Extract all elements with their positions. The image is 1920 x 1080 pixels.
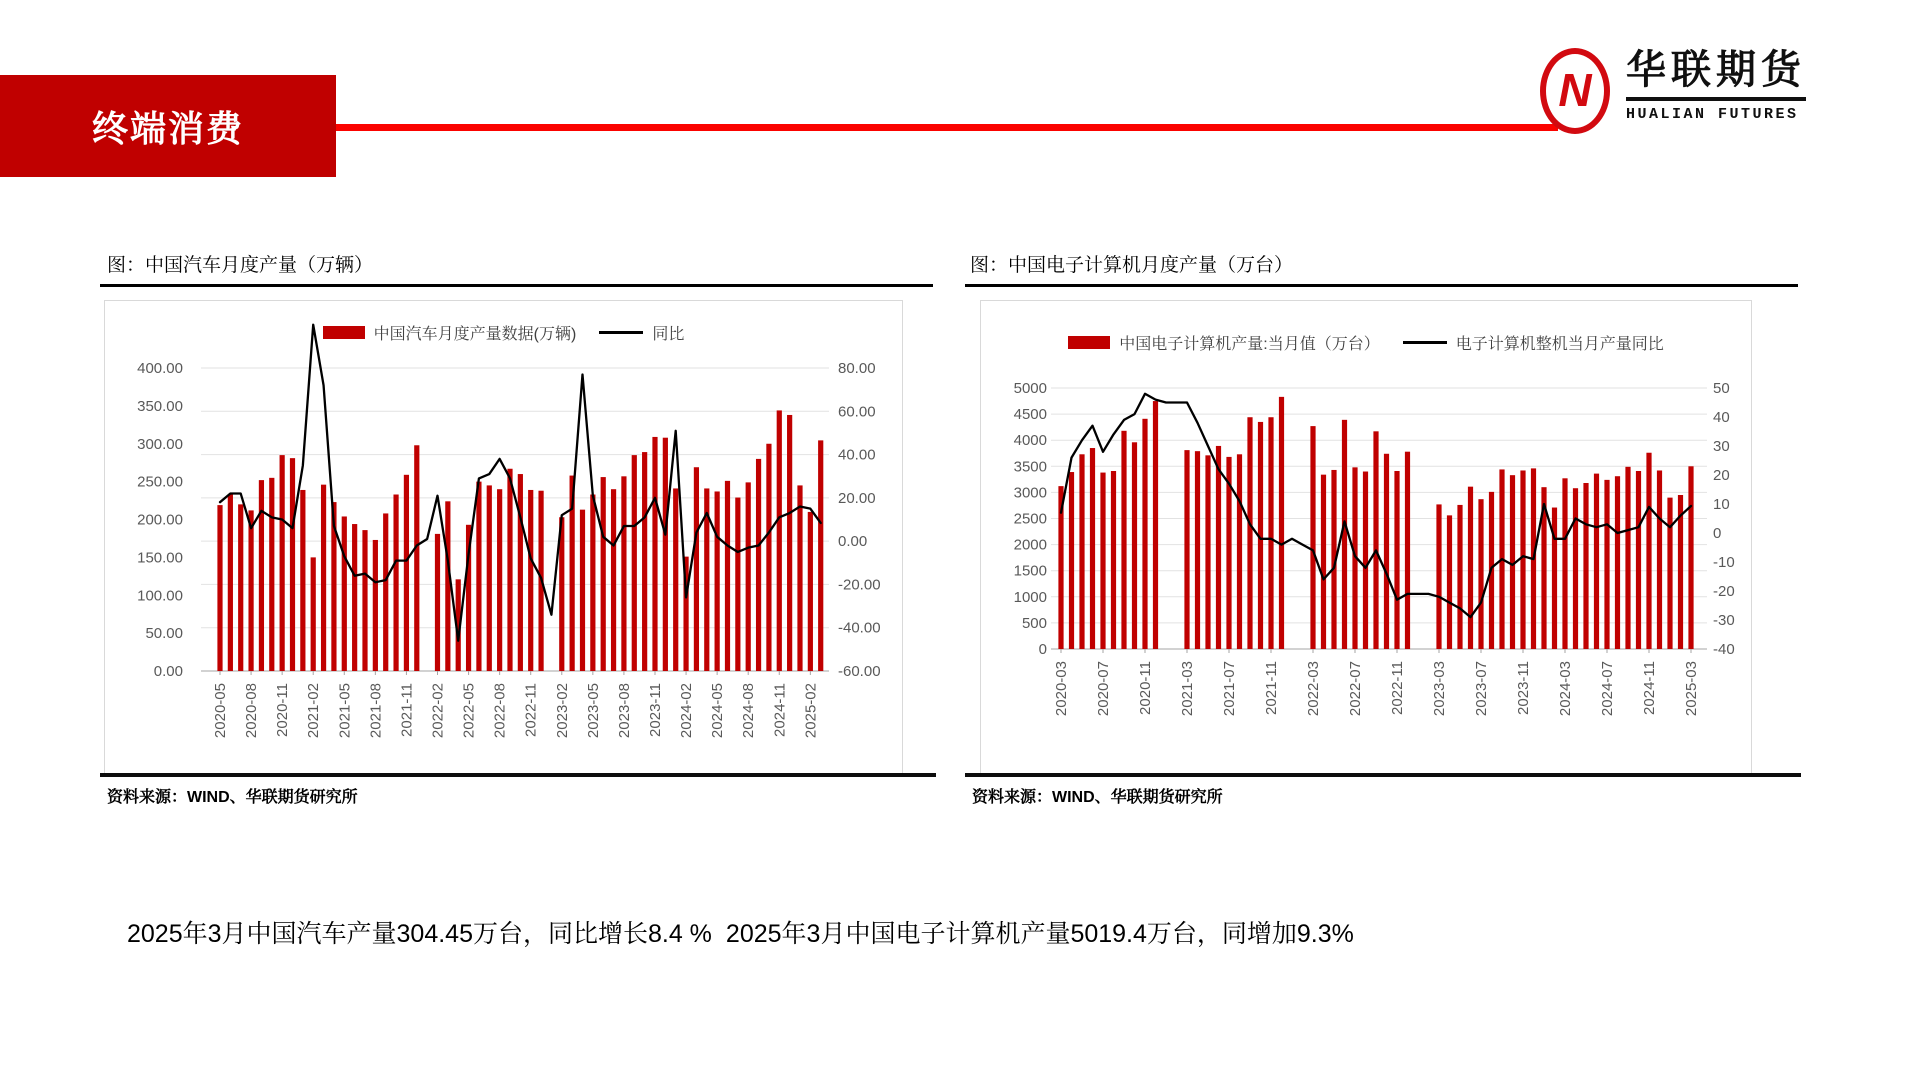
auto-bar-legend-label: 中国汽车月度产量数据(万辆) — [373, 326, 577, 343]
auto-production-chart — [105, 301, 900, 771]
bar — [1111, 471, 1116, 649]
x-axis-tick-label: 2024-07 — [1599, 661, 1616, 717]
bar — [746, 482, 751, 671]
bar — [673, 488, 678, 671]
bar — [228, 495, 233, 671]
right-axis-tick-label: 50 — [1713, 380, 1730, 397]
right-axis-tick-label: 40 — [1713, 409, 1730, 426]
right-axis-tick-label: 10 — [1713, 496, 1730, 513]
x-axis-tick-label: 2020-03 — [1053, 661, 1070, 717]
bar — [1373, 431, 1378, 649]
left-axis-tick-label: 0.00 — [153, 663, 183, 680]
bar — [1646, 453, 1651, 649]
bar — [1079, 454, 1084, 649]
bar — [435, 534, 440, 671]
bar — [611, 489, 616, 671]
bar — [280, 455, 285, 671]
left-axis-tick-label: 400.00 — [137, 360, 183, 377]
bar — [342, 516, 347, 671]
bar — [1594, 474, 1599, 649]
x-axis-tick-label: 2021-11 — [398, 683, 416, 737]
right-axis-tick-label: -40.00 — [838, 619, 881, 637]
left-axis-tick-label: 1500 — [1013, 562, 1047, 580]
x-axis-tick-label: 2024-11 — [1641, 661, 1658, 715]
x-axis-tick-label: 2024-05 — [709, 683, 727, 739]
bar — [1195, 451, 1200, 649]
bar — [1436, 504, 1441, 649]
logo-name-en: HUALIAN FUTURES — [1626, 106, 1799, 123]
computer-bar-legend-label: 中国电子计算机产量:当月值（万台） — [1119, 336, 1380, 353]
bar — [1184, 450, 1189, 649]
bar — [1363, 472, 1368, 649]
bar — [1153, 401, 1158, 649]
bar — [414, 445, 419, 671]
bar — [725, 481, 730, 671]
bar — [1069, 472, 1074, 649]
bar — [321, 485, 326, 671]
company-logo — [1540, 48, 1806, 134]
auto-title-rule — [100, 284, 933, 287]
bar — [445, 501, 450, 671]
x-axis-tick-label: 2021-07 — [1221, 661, 1238, 717]
bar — [1573, 488, 1578, 649]
bar — [1688, 466, 1693, 649]
x-axis-tick-label: 2022-08 — [491, 683, 509, 739]
bar — [601, 477, 606, 671]
logo-text — [1626, 48, 1806, 123]
right-axis-tick-label: -20.00 — [838, 576, 881, 594]
bar — [352, 524, 357, 671]
summary-car: 2025年3月中国汽车产量304.45万台，同比增长8.4 % — [127, 920, 712, 948]
logo-name-cn: 华联期货 — [1626, 48, 1806, 101]
auto-source-label: 资料来源：WIND、华联期货研究所 — [107, 789, 358, 806]
bar — [715, 491, 720, 671]
bar — [404, 475, 409, 671]
x-axis-tick-label: 2024-11 — [771, 683, 789, 737]
x-axis-tick-label: 2022-05 — [460, 683, 478, 739]
summary-text — [127, 914, 1354, 950]
right-axis-tick-label: 20.00 — [838, 489, 876, 507]
bar — [1142, 419, 1147, 649]
bar — [663, 438, 668, 671]
bar — [590, 495, 595, 671]
bar — [300, 490, 305, 671]
bar — [808, 512, 813, 671]
bar — [1457, 505, 1462, 649]
x-axis-tick-label: 2023-07 — [1473, 661, 1490, 717]
bar — [1279, 397, 1284, 649]
bar — [238, 504, 243, 671]
x-axis-tick-label: 2022-03 — [1305, 661, 1322, 717]
page-title: 终端消费 — [91, 107, 244, 149]
bar — [1615, 476, 1620, 649]
x-axis-tick-label: 2020-07 — [1095, 661, 1112, 717]
x-axis-tick-label: 2022-11 — [522, 683, 540, 737]
x-axis-tick-label: 2020-05 — [212, 683, 229, 739]
left-axis-tick-label: 3500 — [1013, 458, 1047, 476]
auto-line-legend-label: 同比 — [652, 326, 685, 343]
left-axis-tick-label: 5000 — [1013, 380, 1047, 397]
bar — [1310, 426, 1315, 649]
x-axis-tick-label: 2021-05 — [336, 683, 354, 739]
left-axis-tick-label: 200.00 — [137, 511, 183, 529]
bar — [1321, 475, 1326, 649]
x-axis-tick-label: 2024-03 — [1557, 661, 1574, 717]
left-axis-tick-label: 350.00 — [137, 397, 183, 415]
summary-computer: 2025年3月中国电子计算机产量5019.4万台，同增加9.3% — [725, 920, 1354, 948]
bar — [269, 478, 274, 671]
bar — [1583, 483, 1588, 649]
bar — [1478, 499, 1483, 649]
left-axis-tick-label: 1000 — [1013, 588, 1047, 606]
bar — [507, 469, 512, 671]
bar — [217, 505, 222, 671]
x-axis-tick-label: 2024-08 — [740, 683, 758, 739]
right-axis-tick-label: -40 — [1713, 641, 1735, 658]
bar — [756, 459, 761, 671]
x-axis-tick-label: 2023-05 — [584, 683, 602, 739]
bar — [621, 476, 626, 671]
left-axis-tick-label: 500 — [1021, 614, 1047, 632]
x-axis-tick-label: 2024-02 — [678, 683, 696, 739]
x-axis-tick-label: 2020-11 — [1137, 661, 1154, 715]
header-bar — [0, 75, 336, 177]
right-axis-tick-label: -10 — [1713, 554, 1735, 571]
right-axis-tick-label: 30 — [1713, 438, 1730, 455]
right-axis-tick-label: 40.00 — [838, 446, 876, 464]
computer-source-label: 资料来源：WIND、华联期货研究所 — [972, 789, 1223, 806]
bar — [393, 495, 398, 671]
bar — [735, 498, 740, 671]
bar — [1604, 480, 1609, 649]
header-divider-line — [336, 124, 1558, 131]
x-axis-tick-label: 2023-08 — [615, 683, 633, 739]
auto-chart-frame — [104, 300, 903, 774]
x-axis-tick-label: 2021-03 — [1179, 661, 1196, 717]
x-axis-tick-label: 2025-02 — [802, 683, 820, 739]
bar — [787, 415, 792, 671]
bar — [518, 474, 523, 671]
bar — [1090, 448, 1095, 649]
left-axis-tick-label: 50.00 — [145, 625, 183, 643]
bar — [1216, 446, 1221, 649]
bar — [362, 530, 367, 671]
bar — [383, 513, 388, 671]
x-axis-tick-label: 2021-02 — [305, 683, 323, 739]
x-axis-tick-label: 2020-08 — [243, 683, 261, 739]
bar — [1132, 442, 1137, 649]
x-axis-tick-label: 2023-11 — [646, 683, 664, 737]
bar — [528, 490, 533, 671]
bar — [248, 510, 253, 671]
computer-title-rule — [965, 284, 1798, 287]
logo-n-icon: N — [1558, 64, 1592, 116]
x-axis-tick-label: 2022-02 — [429, 683, 447, 739]
bar — [1205, 455, 1210, 649]
logo-oval-icon — [1540, 48, 1610, 134]
right-axis-tick-label: 20 — [1713, 467, 1730, 484]
left-axis-tick-label: 4000 — [1013, 432, 1047, 450]
right-axis-tick-label: -20 — [1713, 583, 1735, 600]
bar — [1447, 515, 1452, 649]
left-axis-tick-label: 150.00 — [137, 549, 183, 567]
left-axis-tick-label: 3000 — [1013, 484, 1047, 502]
bar — [1121, 431, 1126, 649]
right-axis-tick-label: 0 — [1713, 525, 1722, 542]
bar — [1657, 470, 1662, 649]
bar — [777, 410, 782, 671]
left-axis-tick-label: 2000 — [1013, 536, 1047, 554]
bar — [1247, 417, 1252, 649]
computer-line-legend-label: 电子计算机整机当月产量同比 — [1455, 336, 1664, 353]
bar — [1552, 508, 1557, 649]
bar — [497, 489, 502, 671]
computer-chart-title: 图：中国电子计算机月度产量（万台） — [970, 255, 1294, 276]
bar — [487, 485, 492, 671]
right-axis-tick-label: 60.00 — [838, 403, 876, 421]
auto-bottom-rule — [100, 773, 936, 777]
computer-chart-frame — [980, 300, 1752, 774]
right-axis-tick-label: 80.00 — [838, 360, 876, 377]
x-axis-tick-label: 2021-11 — [1263, 661, 1280, 715]
x-axis-tick-label: 2025-03 — [1683, 661, 1700, 717]
bar — [1520, 470, 1525, 649]
right-axis-tick-label: -30 — [1713, 612, 1735, 629]
bar — [259, 480, 264, 671]
bar — [1237, 454, 1242, 649]
bar — [1384, 454, 1389, 649]
right-axis-tick-label: -60.00 — [838, 663, 881, 680]
bar — [642, 452, 647, 671]
computer-production-chart — [981, 301, 1749, 771]
x-axis-tick-label: 2022-11 — [1389, 661, 1406, 715]
left-axis-tick-label: 4500 — [1013, 406, 1047, 424]
x-axis-tick-label: 2023-03 — [1431, 661, 1448, 717]
bar — [311, 557, 316, 671]
right-axis-tick-label: 0.00 — [838, 533, 868, 551]
computer-bottom-rule — [965, 773, 1801, 777]
left-axis-tick-label: 250.00 — [137, 473, 183, 491]
bar — [1468, 487, 1473, 649]
bar — [1405, 452, 1410, 649]
bar — [580, 510, 585, 671]
bar — [1667, 498, 1672, 649]
bar — [1268, 417, 1273, 649]
bar — [1625, 467, 1630, 649]
left-axis-tick-label: 300.00 — [137, 435, 183, 453]
x-axis-tick-label: 2020-11 — [274, 683, 292, 737]
bar — [1394, 471, 1399, 649]
bar — [476, 482, 481, 671]
auto-chart-title: 图：中国汽车月度产量（万辆） — [107, 255, 374, 276]
bar — [652, 437, 657, 671]
x-axis-tick-label: 2023-02 — [553, 683, 571, 739]
x-axis-tick-label: 2023-11 — [1515, 661, 1532, 715]
bar — [1562, 478, 1567, 649]
bar — [373, 540, 378, 671]
x-axis-tick-label: 2022-07 — [1347, 661, 1364, 717]
bar — [694, 467, 699, 671]
bar — [818, 440, 823, 671]
left-axis-tick-label: 0 — [1038, 641, 1047, 658]
bar — [766, 444, 771, 671]
bar — [290, 458, 295, 671]
bar — [1100, 473, 1105, 649]
bar — [632, 455, 637, 671]
bar — [1636, 471, 1641, 649]
left-axis-tick-label: 100.00 — [137, 587, 183, 605]
x-axis-tick-label: 2021-08 — [367, 683, 385, 739]
left-axis-tick-label: 2500 — [1013, 510, 1047, 528]
bar — [797, 485, 802, 671]
